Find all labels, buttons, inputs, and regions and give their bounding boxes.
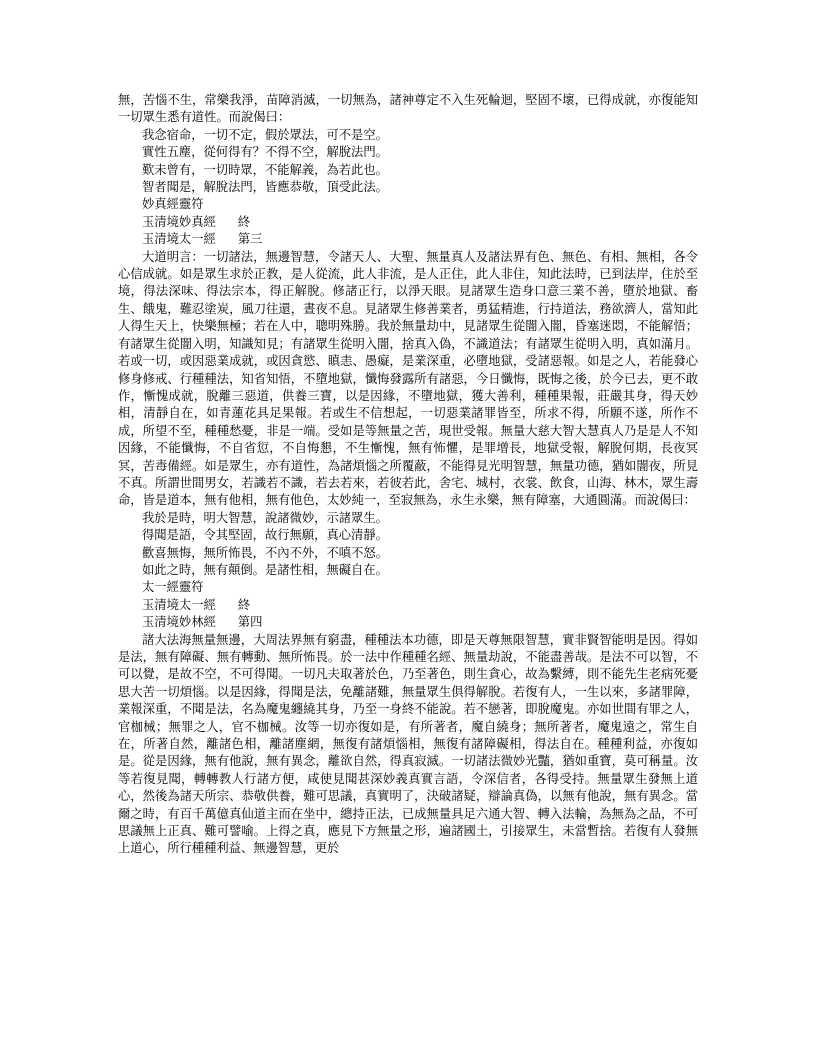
section-end-heading [118,214,698,231]
verse-line: 我念宿命，一切不定，假於眾法，可不是空。 [142,127,388,142]
scripture-end-mark: 終 [237,214,251,229]
verse-line: 歎未曾有，一切時眾，不能解義，為若此也。 [142,162,388,177]
document-body [118,92,698,858]
section-end-heading [118,597,698,614]
paragraph: 無，苦惱不生，常樂我淨，苗障消滅，一切無為，諸神尊定不入生死輪迴，堅固不壞，已得成就，亦復能知一切眾生悉有道性。而說偈曰： [118,93,698,125]
scripture-end-mark: 終 [237,597,251,612]
scripture-order-mark: 第四 [237,615,263,630]
verse-line: 實性五塵，從何得有？不得不空，解脫法門。 [142,145,388,160]
scripture-order-mark: 第三 [237,232,263,247]
paragraph: 諸大法海無量無邊，大周法界無有窮盡，種種法本功德，即是天尊無限智慧，實非賢智能明是因。得如是法，無有障礙、無有轉動、無所怖畏。於一法中作種種名經、無量劫說，不能盡善哉。是法不可以智，不可以覺，是故不空，不可得聞。一切凡夫取著於色，乃至著色，則生貪心，故為繫縛，則不能先生老病死憂思大苦一切煩惱。以是因緣，得聞是法，免離諸難，無量眾生俱得解脫。若復有人，一生以來，多諸罪障，業報深重，不聞是法，名為魔鬼纏繞其身，乃至一身終不能說。若不戀著，即脫魔鬼。亦如世間有罪之人，官枷械；無罪之人，官不枷械。汝等一切亦復如是，有所著者，魔自繞身；無所著者，魔鬼遠之，常生自在，所著自然，離諸色相，離諸塵網，無復有諸煩惱相，無復有諸障礙相，得法自在。種種利益，亦復如是。從是因緣，無有他說，無有異念，離欲自然，得真寂滅。一切諸法微妙光豔，猶如重寶，莫可稱量。汝等若復見聞，轉轉教人行諸方便，咸使見聞甚深妙義真實言語，令深信者，各得受持。無量眾生發無上道心，然後為諸天所宗、恭敬供養，難可思議，真實明了，決破諸疑，辯論真偽，以無有他說，無有異念。當爾之時，有百千萬億真仙道主而在坐中，總持正法，已成無量具足六通大智、轉入法輪，為無為之品，不可思議無上正真、難可譬喻。上得之真，應見下方無量之形，遍諸國土，引接眾生，未當暫捨。若復有人發無上道心，所行種種利益、無邊智慧，更於 [118,632,698,856]
scripture-title: 玉清境妙真經 [142,214,216,229]
section-start-heading [118,231,698,248]
verse-line: 如此之時，無有顛倒。是諸性相，無礙自在。 [142,562,388,577]
verse-line: 智者聞是，解脫法門，皆應恭敬，頂受此法。 [142,180,388,195]
verse-line: 我於是時，明大智慧，說諸微妙，示諸眾生。 [142,510,388,525]
scripture-title: 玉清境太一經 [142,232,216,247]
verse-line: 歡喜無悔，無所怖畏，不內不外，不嗔不怒。 [142,545,388,560]
section-talisman-heading: 太一經靈符 [142,580,204,595]
scripture-title: 玉清境太一經 [142,597,216,612]
section-talisman-heading: 妙真經靈符 [142,197,204,212]
paragraph: 大道明言：一切諸法，無邊智慧，令諸天人、大聖、無量真人及諸法界有色、無色、有相、無相，各令心信成就。如是眾生求於正教，是人從流，此人非流，是人正住，此人非住，知此法時，已到法岸，住於至境，得法深味、得法宗本，得正解脫。修諸正行，以淨天眼。見諸眾生造身口意三業不善，墮於地獄、畜生、餓鬼，難忍塗炭，風刀往還，晝夜不息。見諸眾生修善業者，勇猛精進，行持道法，務欲濟人，當知此人得生天上，快樂無極；若在人中，聰明殊勝。我於無量劫中，見諸眾生從闇入闇，昏塞迷悶，不能解悟；有諸眾生從闇入明，知識知見；有諸眾生從明入闇，捨真入偽，不識道法；有諸眾生從明入明，真如滿月。若或一切，或因惡業成就，或因貪慾、瞋恚、愚癡，是業深重，必墮地獄，受諸惡報。如是之人，若能發心修身修戒、行種種法，知省知悟，不墮地獄，懺悔發露所有諸惡，今日懺悔，既悔之後，於今已去，更不敢作，慚愧成就，脫離三惡道，供養三寶，以是因緣，不墮地獄，獲大善利，種種果報，莊嚴其身，得天妙相，清靜自在，如青蓮花具足果報。若或生不信想起，一切惡業諸罪皆至，所求不得，所願不遂，所作不成，所望不至，種種愁憂，非是一端。受如是等無量之苦，現世受報。無量大慈大智大慧真人乃是是人不知因緣，不能懺悔，不自省愆，不自悔懇，不生慚愧，無有怖懼，是罪增長，地獄受報，解脫何期，長夜冥冥，苦毒備經。如是眾生，亦有道性，為諸煩惱之所覆蔽，不能得見光明智慧，無量功德，猶如闇夜，所見不真。所謂世間男女，若識若不識，若去若來，若彼若此，舍宅、城村，衣裳、飲食，山海、林木，眾生壽命，皆是道本，無有他相，無有他色，太妙純一，至寂無為，永生永樂，無有障塞，大通圓滿。而說偈曰： [118,249,698,508]
section-start-heading [118,614,698,631]
scripture-title: 玉清境妙林經 [142,615,216,630]
verse-line: 得聞是語，令其堅固，故行無願，真心清靜。 [142,528,388,543]
